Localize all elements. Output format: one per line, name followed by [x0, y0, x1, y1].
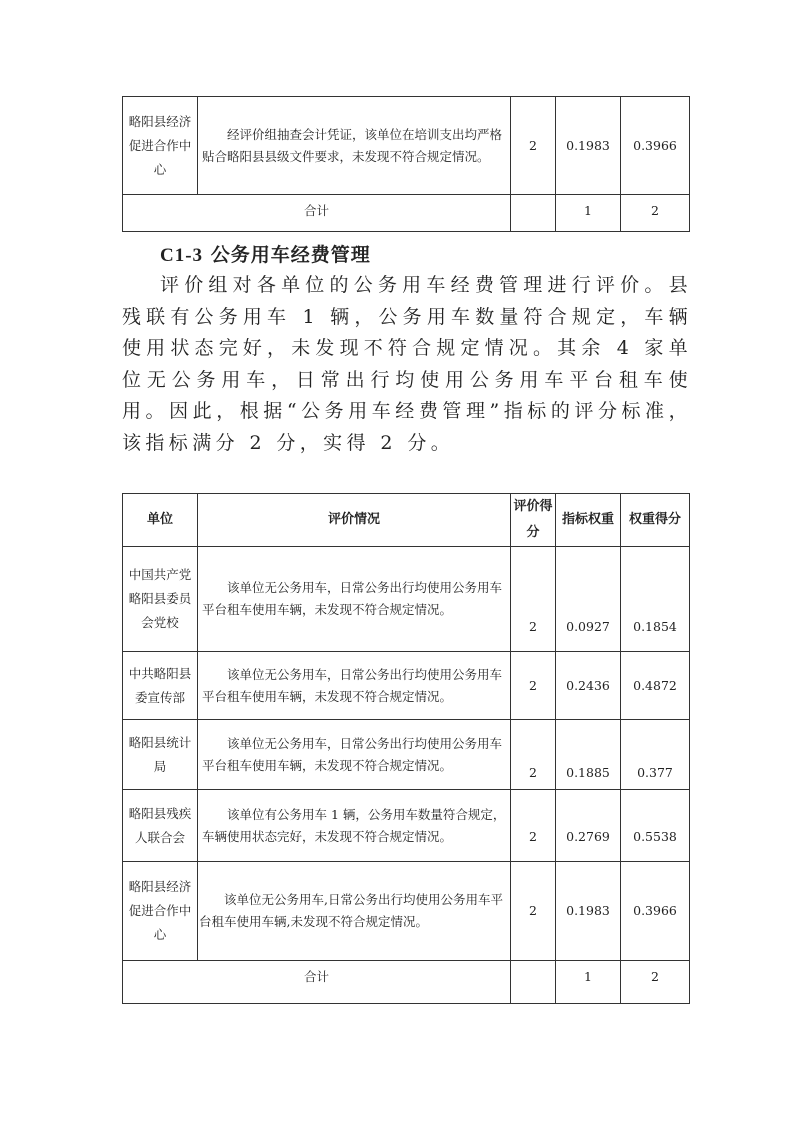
header-row — [123, 494, 690, 547]
weight-cell: 0.1983 — [556, 862, 621, 961]
weighted-score-cell: 0.5538 — [621, 790, 690, 862]
weighted-score-cell: 0.4872 — [621, 652, 690, 720]
header-description: 评价情况 — [198, 494, 511, 547]
total-score — [511, 195, 556, 232]
total-weighted-score: 2 — [621, 195, 690, 232]
table-row — [123, 720, 690, 790]
score-cell: 2 — [511, 720, 556, 790]
score-cell: 2 — [511, 97, 556, 195]
weighted-score-cell: 0.377 — [621, 720, 690, 790]
weight-cell: 0.2436 — [556, 652, 621, 720]
table-row — [123, 97, 690, 195]
section-paragraph: 评价组对各单位的公务用车经费管理进行评价。县残联有公务用车 1 辆，公务用车数量符合规定，车辆使用状态完好，未发现不符合规定情况。其余 4 家单位无公务用车，日常出行均使用公务用车平台租车使用。因此，根据“公务用车经费管理”指标的评分标准，该指标满分 2 分，实得 2 分。 — [122, 274, 692, 454]
unit-cell: 中共略阳县委宣传部 — [123, 652, 198, 720]
score-cell: 2 — [511, 790, 556, 862]
description-cell: 该单位有公务用车 1 辆，公务用车数量符合规定，车辆使用状态完好，未发现不符合规定情况。 — [198, 790, 511, 862]
header-score: 评价得分 — [511, 494, 556, 547]
header-weight: 指标权重 — [556, 494, 621, 547]
total-label: 合计 — [123, 961, 511, 1004]
table-row — [123, 790, 690, 862]
total-weighted-score: 2 — [621, 961, 690, 1004]
unit-cell: 略阳县统计局 — [123, 720, 198, 790]
section-heading — [160, 240, 371, 267]
training-expense-table — [122, 96, 690, 232]
description-cell: 该单位无公务用车，日常公务出行均使用公务用车平台租车使用车辆，未发现不符合规定情况。 — [198, 720, 511, 790]
total-row — [123, 961, 690, 1004]
weighted-score-cell: 0.3966 — [621, 97, 690, 195]
table-row — [123, 652, 690, 720]
total-weight: 1 — [556, 961, 621, 1004]
description-cell: 经评价组抽查会计凭证，该单位在培训支出均严格贴合略阳县县级文件要求，未发现不符合规定情况。 — [198, 97, 511, 195]
total-score — [511, 961, 556, 1004]
unit-cell: 略阳县经济促进合作中心 — [123, 862, 198, 961]
unit-cell: 略阳县经济促进合作中心 — [123, 97, 198, 195]
total-label: 合计 — [123, 195, 511, 232]
weight-cell: 0.1885 — [556, 720, 621, 790]
unit-cell: 略阳县残疾人联合会 — [123, 790, 198, 862]
description-cell: 该单位无公务用车，日常公务出行均使用公务用车平台租车使用车辆，未发现不符合规定情况。 — [198, 547, 511, 652]
description-cell: 该单位无公务用车,日常公务出行均使用公务用车平台租车使用车辆,未发现不符合规定情况。 — [198, 862, 511, 961]
score-cell: 2 — [511, 547, 556, 652]
total-row — [123, 195, 690, 232]
weighted-score-cell: 0.3966 — [621, 862, 690, 961]
weighted-score-cell: 0.1854 — [621, 547, 690, 652]
section-code: C1-3 — [160, 245, 204, 266]
vehicle-expense-table — [122, 493, 690, 1004]
weight-cell: 0.0927 — [556, 547, 621, 652]
unit-cell: 中国共产党略阳县委员会党校 — [123, 547, 198, 652]
header-weighted-score: 权重得分 — [621, 494, 690, 547]
weight-cell: 0.1983 — [556, 97, 621, 195]
section-title: 公务用车经费管理 — [210, 244, 371, 266]
total-weight: 1 — [556, 195, 621, 232]
score-cell: 2 — [511, 652, 556, 720]
table-row — [123, 862, 690, 961]
header-unit: 单位 — [123, 494, 198, 547]
score-cell: 2 — [511, 862, 556, 961]
weight-cell: 0.2769 — [556, 790, 621, 862]
table-row — [123, 547, 690, 652]
description-cell: 该单位无公务用车，日常公务出行均使用公务用车平台租车使用车辆，未发现不符合规定情况。 — [198, 652, 511, 720]
